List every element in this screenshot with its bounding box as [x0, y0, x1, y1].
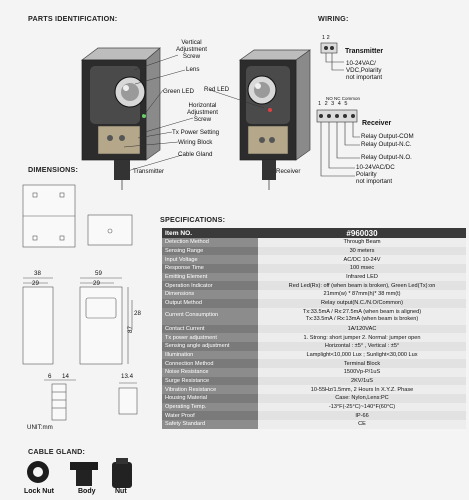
- rx-no-label: Relay Output-N.O.: [361, 154, 412, 161]
- rx-wiring-title: Receiver: [362, 120, 392, 127]
- spec-header-key: Item NO.: [162, 228, 258, 238]
- spec-value: AC/DC 10-24V: [258, 255, 466, 264]
- front-view: [23, 185, 75, 247]
- spec-value: 100 msec: [258, 264, 466, 273]
- spec-value: 1A/120VAC: [258, 325, 466, 334]
- tx-terminal-numbers: 1 2: [322, 35, 330, 41]
- spec-key: Noise Resistance: [162, 368, 258, 377]
- spec-value: 1500Vp-P/1uS: [258, 368, 466, 377]
- gland-views: [44, 380, 137, 420]
- spec-key: Surge Resistance: [162, 377, 258, 386]
- spec-value: [258, 308, 466, 325]
- dim-6: 6: [48, 373, 52, 380]
- dim-14: 14: [62, 373, 69, 380]
- spec-key: Current Consumption: [162, 308, 258, 325]
- spec-key: Safety Standard: [162, 420, 258, 429]
- spec-value: Case: Nylon,Lens:PC: [258, 394, 466, 403]
- spec-header-row: [162, 228, 466, 238]
- dimensions-title: DIMENSIONS:: [28, 165, 79, 174]
- specifications-table: [162, 228, 466, 429]
- spec-value: 2KV/1uS: [258, 377, 466, 386]
- spec-value: Lamplight<10,000 Lux ; Sunlight<30,000 Lux: [258, 351, 466, 360]
- spec-value: -13°F(-25°C)~140°F(60°C): [258, 403, 466, 412]
- spec-key: Input Voltage: [162, 255, 258, 264]
- spec-key: Operation Indicator: [162, 281, 258, 290]
- rx-com-label: Relay Output-COM: [361, 133, 414, 140]
- spec-value: Infrared LED: [258, 273, 466, 282]
- spec-row: [162, 281, 466, 290]
- nut-label: Nut: [115, 488, 127, 495]
- spec-row: [162, 403, 466, 412]
- spec-key: Response Time: [162, 264, 258, 273]
- lens-label: Lens: [186, 66, 200, 73]
- spec-value: 21mm(w) * 87mm(h)* 38 mm(t): [258, 290, 466, 299]
- spec-row: [162, 368, 466, 377]
- tx-power-label: Tx Power Setting: [172, 129, 220, 136]
- spec-value: 10-55Hz/1.5mm, 2 Hours In X.Y.Z. Phase: [258, 385, 466, 394]
- spec-row: [162, 255, 466, 264]
- spec-value: Red Led(Rx): off (when beam is broken), Green Led(Tx):on: [258, 281, 466, 290]
- dim-87: 87: [126, 326, 134, 333]
- side-views: [23, 278, 132, 364]
- spec-key: Contact Current: [162, 325, 258, 334]
- dim-29b: 29: [93, 280, 100, 287]
- tx-wiring-title: Transmitter: [345, 48, 384, 55]
- spec-key: Detection Method: [162, 238, 258, 247]
- specifications-title: SPECIFICATIONS:: [160, 215, 226, 224]
- rx-power-note: 10-24VAC/DC Polarity not important: [356, 164, 395, 185]
- spec-row: [162, 385, 466, 394]
- spec-key: Tx power adjustment: [162, 333, 258, 342]
- spec-row: [162, 333, 466, 342]
- dim-59: 59: [95, 270, 102, 277]
- spec-row: [162, 247, 466, 256]
- spec-row: [162, 377, 466, 386]
- spec-key: Sensing Range: [162, 247, 258, 256]
- spec-key: Output Method: [162, 299, 258, 308]
- top-view: [88, 215, 132, 245]
- spec-value: CE: [258, 420, 466, 429]
- spec-key: Illumination: [162, 351, 258, 360]
- body-label: Body: [78, 488, 96, 495]
- spec-row: [162, 359, 466, 368]
- spec-row: [162, 351, 466, 360]
- dim-13-4: 13.4: [121, 373, 134, 380]
- spec-row: [162, 342, 466, 351]
- dim-29: 29: [32, 280, 39, 287]
- cable-gland-parts: [27, 458, 132, 488]
- dim-28: 28: [134, 310, 141, 317]
- spec-value: Horizontal : ±5° , Vertical : ±5°: [258, 342, 466, 351]
- spec-key: Connection Method: [162, 359, 258, 368]
- tx-power-note: 10-24VAC/ VDC,Polarity not important: [346, 60, 383, 81]
- wiring-block-label: Wiring Block: [178, 139, 213, 146]
- rx-terminal-numbers: 1 2 3 4 5: [318, 101, 349, 107]
- spec-value: IP-66: [258, 411, 466, 420]
- spec-value: 30 meters: [258, 247, 466, 256]
- receiver-label: Receiver: [276, 168, 301, 175]
- spec-row: [162, 273, 466, 282]
- red-led-label: Red LED: [204, 86, 230, 93]
- horizontal-adj-label: Horizontal Adjustment Screw: [187, 102, 218, 123]
- spec-row: [162, 299, 466, 308]
- spec-row: [162, 411, 466, 420]
- spec-key: Operating Temp.: [162, 403, 258, 412]
- spec-value: Through Beam: [258, 238, 466, 247]
- spec-value: Terminal Block: [258, 359, 466, 368]
- cable-gland-label: Cable Gland: [178, 151, 213, 158]
- vertical-adj-label: Vertical Adjustment Screw: [176, 39, 207, 60]
- spec-header-value: #960030: [258, 228, 466, 238]
- spec-key: Sensing angle adjustment: [162, 342, 258, 351]
- rx-nc-label: Relay Output-N.C.: [361, 141, 412, 148]
- dim-38: 38: [34, 270, 41, 277]
- spec-row: [162, 308, 466, 325]
- spec-key: Dimensions: [162, 290, 258, 299]
- spec-key: Housing Material: [162, 394, 258, 403]
- spec-key: Emitting Element: [162, 273, 258, 282]
- unit-label: UNIT:mm: [27, 424, 53, 431]
- parts-title: PARTS IDENTIFICATION:: [28, 14, 118, 23]
- spec-key: Water Proof: [162, 411, 258, 420]
- spec-row: [162, 290, 466, 299]
- spec-value-line: Tx:33.5mA / Rx:27.5mA (when beam is aligned): [302, 308, 422, 315]
- spec-value: Relay output(N.C./N.O/Common): [258, 299, 466, 308]
- rx-note: NO NC Common: [326, 96, 361, 101]
- lock-nut-label: Lock Nut: [24, 488, 54, 495]
- spec-row: [162, 264, 466, 273]
- transmitter-label: Transmitter: [133, 168, 165, 175]
- spec-value: 1. Strong: short jumper 2. Normal: jumper open: [258, 333, 466, 342]
- spec-row: [162, 325, 466, 334]
- cable-gland-title: CABLE GLAND:: [28, 447, 86, 456]
- spec-row: [162, 420, 466, 429]
- spec-key: Vibration Resistance: [162, 385, 258, 394]
- spec-row: [162, 394, 466, 403]
- green-led-label: Green LED: [163, 88, 194, 95]
- wiring-title: WIRING:: [318, 14, 349, 23]
- spec-value-line: Tx:33.5mA / Rx:13mA (when beam is broken): [305, 316, 419, 322]
- spec-row: [162, 238, 466, 247]
